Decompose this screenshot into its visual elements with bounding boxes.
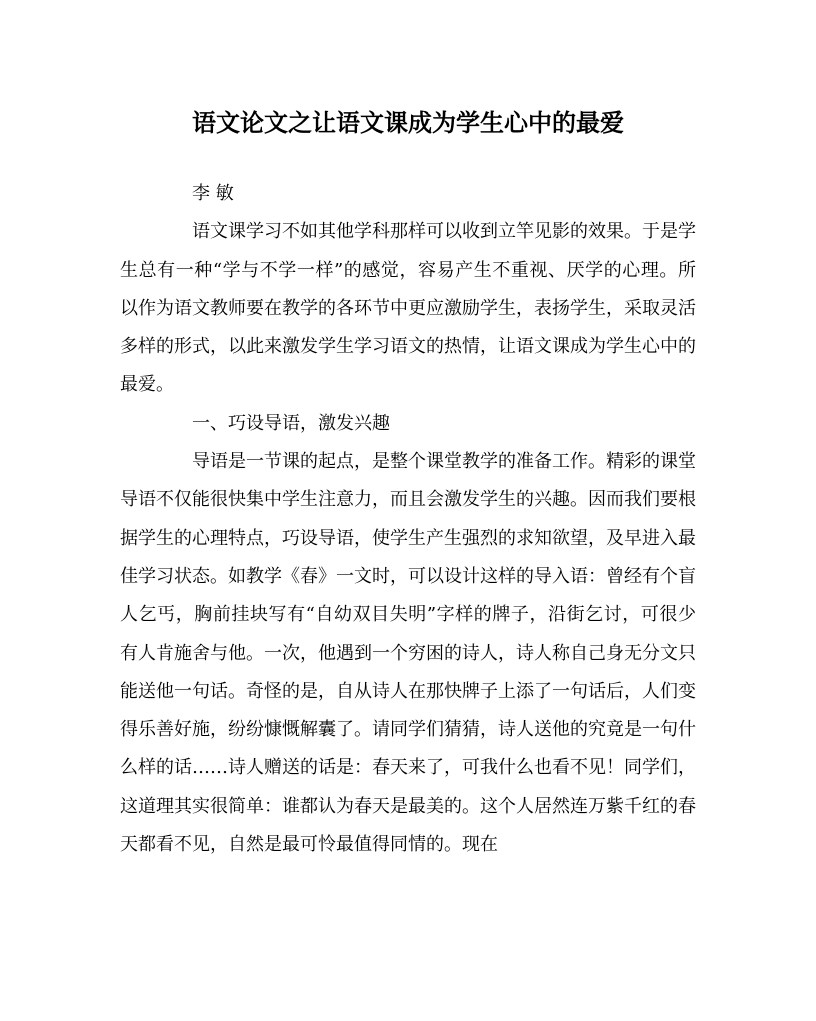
intro-paragraph: 语文课学习不如其他学科那样可以收到立竿见影的效果。于是学生总有一种“学与不学一样”的感觉，容易产生不重视、厌学的心理。所以作为语文教师要在教学的各环节中更应激励学生，表扬学生，采取灵活多样的形式，以此来激发学生学习语文的热情，让语文课成为学生心中的最爱。 [120, 221, 696, 396]
document-body [120, 175, 696, 864]
author-name: 李 敏 [192, 183, 234, 204]
document-title: 语文论文之让语文课成为学生心中的最爱 [192, 108, 624, 137]
section-heading: 一、巧设导语，激发兴趣 [192, 412, 390, 434]
body-paragraph: 导语是一节课的起点，是整个课堂教学的准备工作。精彩的课堂导语不仅能很快集中学生注意力，而且会激发学生的兴趣。因而我们要根据学生的心理特点，巧设导语，使学生产生强烈的求知欲望，及早进入最佳学习状态。如教学《春》一文时，可以设计这样的导入语：曾经有个盲人乞丐，胸前挂块写有“自幼双目失明”字样的牌子，沿街乞讨，可很少有人肯施舍与他。一次，他遇到一个穷困的诗人，诗人称自己身无分文只能送他一句话。奇怪的是，自从诗人在那快牌子上添了一句话后，人们变得乐善好施，纷纷慷慨解囊了。请同学们猜猜，诗人送他的究竟是一句什么样的话……诗人赠送的话是：春天来了，可我什么也看不见！同学们，这道理其实很简单：谁都认为春天是最美的。这个人居然连万紫千红的春天都看不见，自然是最可怜最值得同情的。现在 [120, 451, 696, 856]
